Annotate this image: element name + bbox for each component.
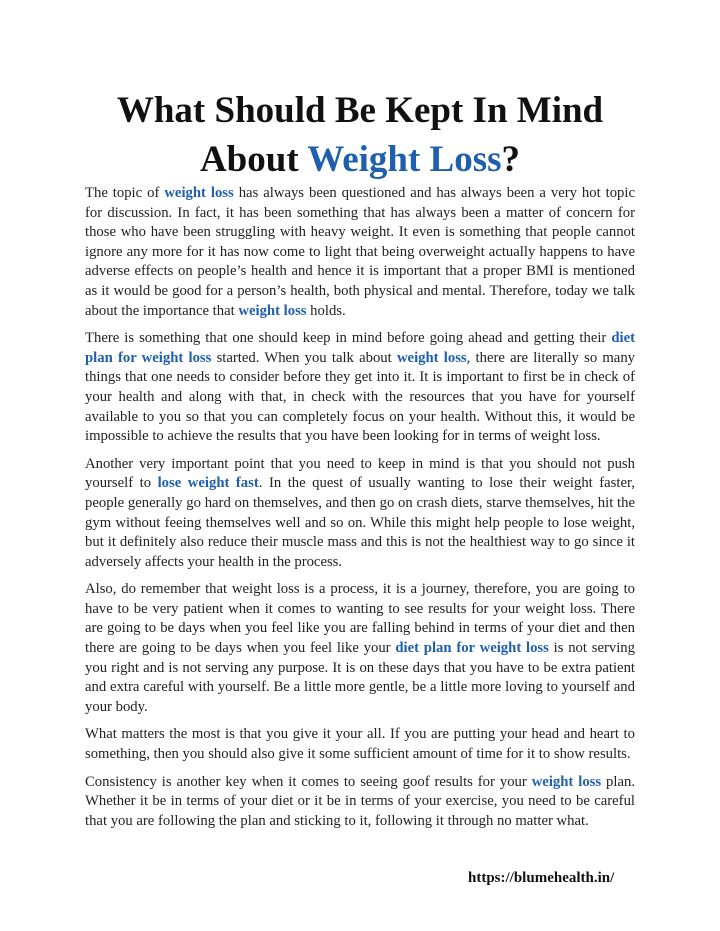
paragraph-6: Consistency is another key when it comes to seeing goof results for your weight loss plan. Whether it be in terms of your diet or it be in terms of your exercise, you need to be careful that you are following the plan and sticking to it, following it through no matter what. [85, 773, 635, 829]
paragraph-4: Also, do remember that weight loss is a process, it is a journey, therefore, you are going to have to be very patient when it comes to wanting to see results for your weight loss. There are going to be days when you feel like you are falling behind in terms of your diet and then there are going to be days when you feel like your diet plan for weight loss is not serving you right and is not serving any purpose. It is on these days that you have to be extra patient and extra careful with yourself. Be a little more gentle, be a little more loving to yourself and your body. [85, 581, 635, 715]
title-suffix: ? [501, 139, 521, 180]
article-body [85, 184, 635, 839]
link-diet-plan[interactable]: diet plan for weight loss [395, 640, 549, 657]
page-title [0, 86, 720, 184]
footer-url[interactable]: https://blumehealth.in/ [468, 870, 615, 886]
link-lose-weight-fast[interactable]: lose weight fast [157, 475, 259, 492]
link-weight-loss[interactable]: weight loss [164, 185, 234, 201]
link-diet-plan[interactable]: diet plan for weight loss [85, 330, 635, 366]
title-line-1: What Should Be Kept In Mind [116, 90, 604, 131]
paragraph-1: The topic of weight loss has always been questioned and has always been a very hot topic for discussion. In fact, it has been something that has always been a matter of concern for those who have been struggling with heavy weight. It even is something that people cannot ignore any more for it has now come to light that being overweight actually happens to have adverse effects on people’s health and hence it is important that a proper BMI is mentioned as it would be good for a person’s health, both physical and mental. Therefore, today we talk about the importance that weight loss holds. [85, 185, 636, 319]
title-accent: Weight Loss [307, 139, 502, 180]
link-weight-loss[interactable]: weight loss [238, 302, 307, 319]
paragraph-3: Another very important point that you need to keep in mind is that you should not push yourself to lose weight fast. In the quest of usually wanting to lose their weight faster, people generally go hard on themselves, and then go on crash diets, starve themselves, hit the gym without feeing themselves well and so on. While this might help people to lose weight, but it definitely also reduce their muscle mass and this is not the healthiest way to go since it adversely affects your health in the process. [85, 455, 635, 570]
paragraph-5: What matters the most is that you give it your all. If you are putting your head and heart to something, then you should also give it some sufficient amount of time for it to show results. [85, 726, 635, 763]
title-line-2-prefix: About [199, 139, 308, 180]
paragraph-2: There is something that one should keep in mind before going ahead and getting their diet plan for weight loss started. When you talk about weight loss, there are literally so many things that one needs to consider before they get into it. It is important to first be in check of your health and along with that, in check with the resources that you have for yourself available to you so that you can completely focus on your health. Without this, it would be impossible to achieve the results that you have been looking for in terms of weight loss. [85, 330, 636, 445]
link-weight-loss[interactable]: weight loss [531, 773, 602, 790]
link-weight-loss[interactable]: weight loss [396, 349, 467, 366]
